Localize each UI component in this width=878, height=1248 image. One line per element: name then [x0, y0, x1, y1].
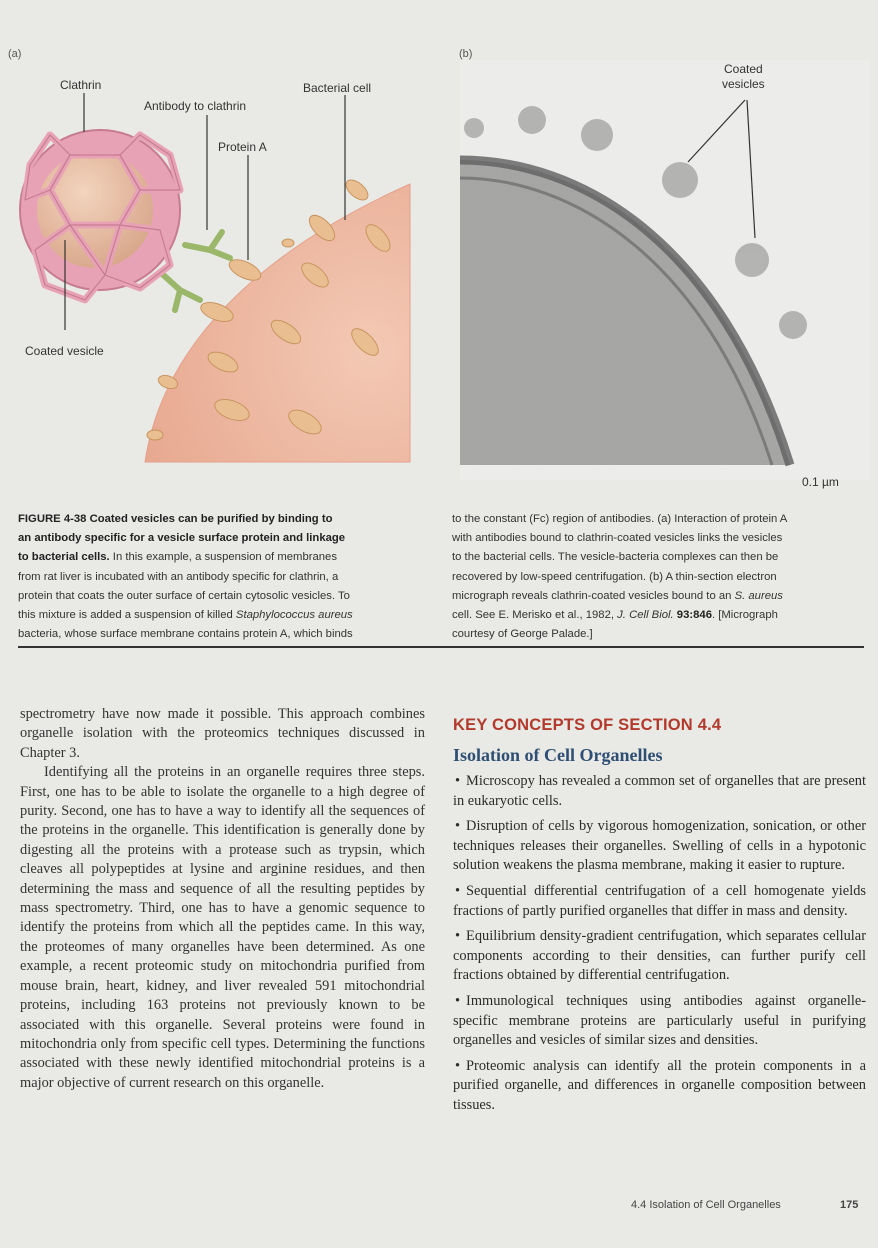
caption-r-line-2: with antibodies bound to clathrin-coated vesicles links the vesicles	[452, 532, 783, 545]
body-paragraph-1: spectrometry have now made it possible. This approach combines organelle isolation with the proteomics techniques discussed in Chapter 3.	[20, 706, 425, 761]
coated-vesicles-label-line2: vesicles	[722, 77, 765, 91]
caption-title-3: to bacterial cells.	[18, 551, 110, 564]
panel-b-label: (b)	[459, 48, 473, 60]
footer-section-title: 4.4 Isolation of Cell Organelles	[631, 1199, 781, 1211]
electron-micrograph	[460, 60, 870, 480]
figure-caption-right	[452, 510, 872, 644]
coated-vesicle-label: Coated vesicle	[25, 344, 104, 358]
bacterial-cell-label: Bacterial cell	[303, 81, 372, 95]
figure-caption-left	[18, 510, 428, 644]
key-concepts-box	[453, 716, 866, 1122]
antibody-label: Antibody to clathrin	[144, 99, 247, 113]
caption-r-volume: 93:846	[673, 609, 712, 622]
caption-r-line-4: recovered by low-speed centrifugation. (b) A thin-section electron	[452, 570, 777, 583]
caption-title-1: FIGURE 4-38 Coated vesicles can be purified by binding to	[18, 513, 333, 525]
caption-title-2: an antibody specific for a vesicle surface protein and linkage	[18, 532, 346, 545]
bullet-item: • Equilibrium density-gradient centrifugation, which separates cellular components according to their densities, can further purify cell fractions obtained by differential centrifugation.	[453, 928, 866, 984]
protein-a-label: Protein A	[218, 140, 267, 154]
bullet-glyph: •	[455, 773, 461, 789]
bullet-item: • Sequential differential centrifugation of a cell homogenate yields fractions of partly purified organelles that differ in mass and density.	[453, 882, 866, 919]
caption-r-species: S. aureus	[734, 589, 783, 602]
caption-line-5: protein that coats the outer surface of certain cytosolic vesicles. To	[18, 589, 350, 602]
body-paragraph-2: Identifying all the proteins in an organelle requires three steps. First, one has to be able to isolate the organelle to a high degree of purity. Second, one has to have a way to identify all the sequences of the proteins in the organelle. This identification is generally done by digesting all the proteins with a protease such as trypsin, which cleaves all polypeptides at lysine and arginine residues, and then determining the mass and sequence of all the resulting peptides by mass spectrometry. Third, one has to have a genomic sequence to identify the proteins from which all the peptides came. In this way, the proteomes of many organelles have been determined. As one example, a recent proteomic study on mitochondria purified from mouse brain, heart, kidney, and liver revealed 591 mitochondrial proteins, including 163 proteins not previously known to be associated with this organelle. Several proteins were found in mitochondria only from specific cell types. Determining the functions associated with these newly identified mitochondrial proteins is a major objective of current research on this organelle.	[20, 764, 425, 1091]
caption-species: Staphylococcus aureus	[235, 609, 353, 622]
caption-r-line-5: micrograph reveals clathrin-coated vesicles bound to an	[452, 589, 735, 602]
panel-a-label: (a)	[8, 48, 22, 60]
caption-r-tail: . [Micrograph	[711, 609, 778, 622]
bullet-glyph: •	[455, 928, 461, 945]
bullet-glyph: •	[455, 1057, 461, 1074]
caption-text-3: In this example, a suspension of membranes	[109, 551, 337, 564]
coated-vesicles-label	[722, 62, 765, 92]
coated-vesicles-label-line1: Coated	[723, 62, 763, 76]
section-divider	[18, 646, 864, 648]
clathrin-label: Clathrin	[60, 78, 102, 92]
bullet-glyph: •	[455, 992, 461, 1009]
key-concepts-heading: KEY CONCEPTS OF SECTION 4.4	[453, 716, 722, 734]
key-concepts-list	[453, 772, 866, 1116]
bullet-item: • Disruption of cells by vigorous homogenization, sonication, or other techniques releases their organelles. Swelling of cells in a hypotonic solution weakens the plasma membrane, making it easier to rupture.	[453, 818, 866, 874]
coated-vesicle-illustration	[10, 60, 430, 480]
bullet-glyph: •	[455, 818, 461, 835]
key-concepts-subheading: Isolation of Cell Organelles	[453, 745, 663, 765]
body-text-column	[20, 705, 425, 1093]
caption-r-line-7: courtesy of George Palade.]	[452, 628, 593, 641]
caption-r-line-1: to the constant (Fc) region of antibodies. (a) Interaction of protein A	[452, 513, 788, 525]
caption-line-4: from rat liver is incubated with an antibody specific for clathrin, a	[18, 570, 339, 583]
bullet-item: • Proteomic analysis can identify all the protein components in a purified organelle, and differences in organelle composition between tissues.	[453, 1057, 866, 1113]
bullet-glyph: •	[455, 882, 461, 899]
page-number: 175	[840, 1199, 859, 1211]
bullet-item: • Microscopy has revealed a common set of organelles that are present in eukaryotic cells.	[453, 773, 866, 809]
caption-r-journal: J. Cell Biol.	[617, 609, 674, 622]
caption-r-line-6: cell. See E. Merisko et al., 1982,	[452, 609, 618, 622]
scale-bar-label: 0.1 µm	[802, 475, 839, 489]
caption-line-7: bacteria, whose surface membrane contains protein A, which binds	[18, 628, 353, 641]
caption-line-6: this mixture is added a suspension of killed	[18, 609, 236, 622]
caption-r-line-3: to the bacterial cells. The vesicle-bacteria complexes can then be	[452, 551, 779, 564]
bullet-item: • Immunological techniques using antibodies against organelle-specific membrane proteins are particularly useful in purifying organelles and vesicles of similar sizes and densities.	[453, 992, 866, 1049]
